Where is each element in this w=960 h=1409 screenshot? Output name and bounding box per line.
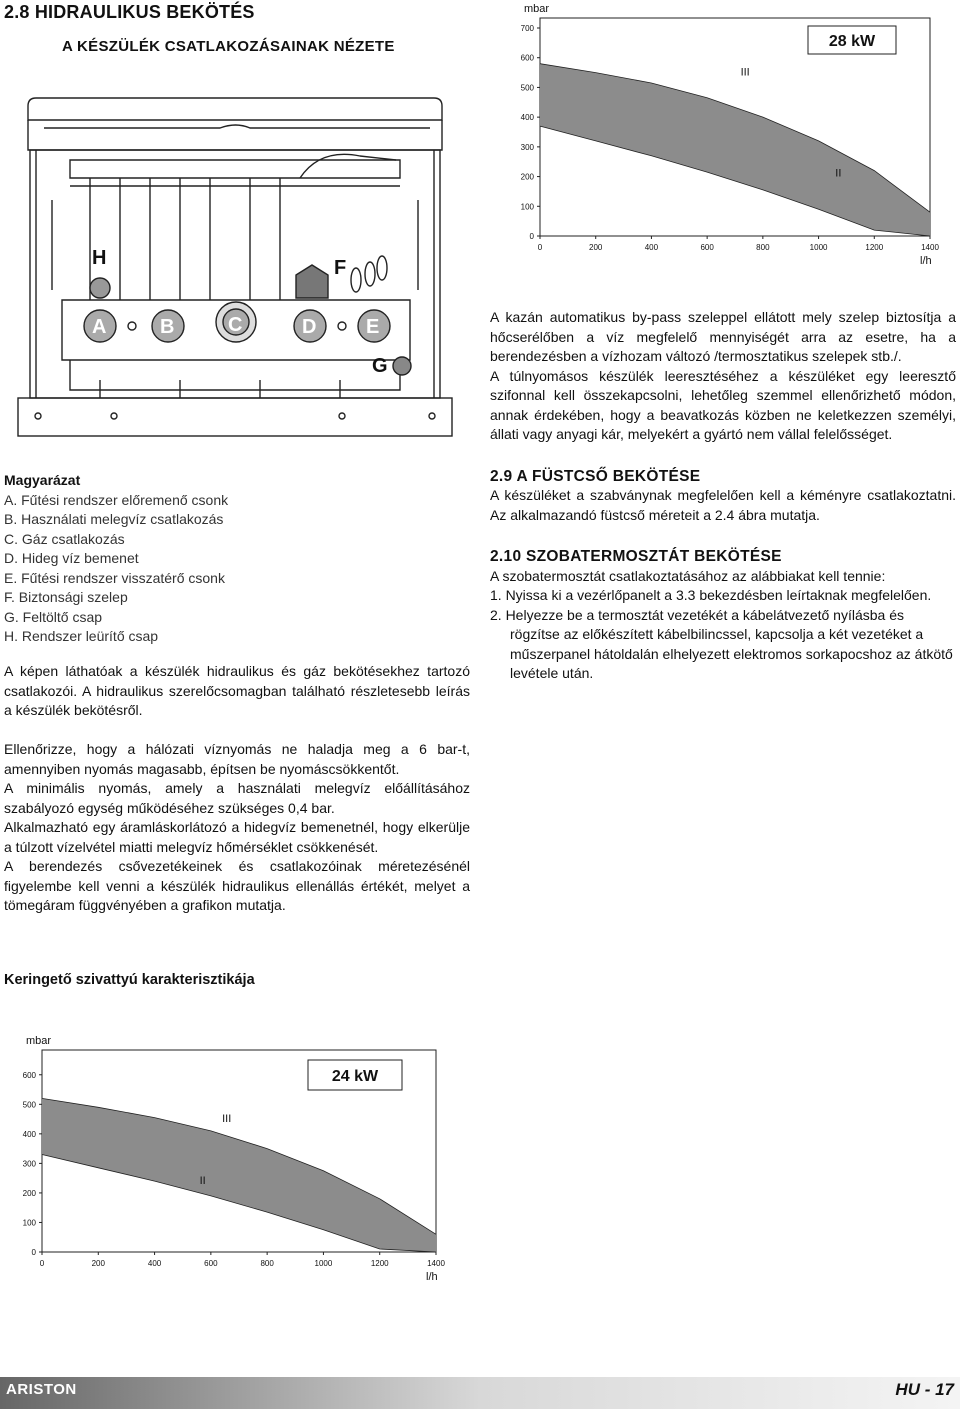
paragraph: A berendezés csővezetékeinek és csatlakozóinak méretezésénél figyelembe kell venni a készülék hidraulikus ellenállás értékét, melyet a tömegáram függvényében a grafikon mutatja. [4,858,470,913]
paragraph: Ellenőrizze, hogy a hálózati víznyomás ne haladja meg a 6 bar-t, amennyiben nyomás magasabb, építsen be nyomáscsökkentőt. [4,741,470,777]
legend-item: E. Fűtési rendszer visszatérő csonk [4,569,225,586]
connections-paragraph [4,662,470,721]
y-tick-label: 100 [520,202,534,212]
chart-28kw [490,0,960,277]
chart-24kw [4,1030,464,1297]
legend-item: G. Feltöltő csap [4,608,103,625]
chart-title: 24 kW [331,1068,379,1085]
pressure-paragraphs [4,740,470,916]
paragraph: A készüléket a szabványnak megfelelően kell a kéményre csatlakoztatni. Az alkalmazandó füstcső méreteit a 2.4 ábra mutatja. [490,487,956,523]
x-tick-label: 1000 [809,243,828,252]
paragraph: A minimális nyomás, amely a használati melegvíz előállításához szabályozó egység működéséhez szükséges 0,4 bar. [4,780,470,816]
y-tick-label: 600 [520,53,534,63]
label-d: D [302,316,317,338]
chart-title: 28 kW [828,33,876,50]
legend [4,471,294,647]
footer-bar [0,1377,960,1409]
x-tick-label: 200 [589,243,603,252]
brand-logo: ARISTON [6,1381,77,1398]
paragraph: A képen láthatóak a készülék hidraulikus és gáz bekötésekhez tartozó csatlakozói. A hidraulikus szerelőcsomagban található részletesebb leírás a készülék bekötésről. [4,663,470,718]
y-tick-label: 600 [22,1070,36,1080]
x-tick-label: 0 [39,1259,45,1268]
legend-item: F. Biztonsági szelep [4,589,128,605]
operating-area [540,64,930,236]
legend-item: C. Gáz csatlakozás [4,530,125,547]
paragraph: A kazán automatikus by-pass szeleppel ellátott mely szelep biztosítja a hőcserélőben a víz megfelelő mennyiségét arra az esetre, ha a berendezésben a vízhozam változó /termosztatikus szelepek stb./. [490,309,956,364]
y-tick-label: 300 [22,1159,36,1169]
x-tick-label: 1200 [865,243,884,252]
x-tick-label: 1000 [314,1259,333,1268]
y-tick-label: 500 [22,1100,36,1110]
x-tick-label: 600 [204,1259,218,1268]
x-tick-label: 1200 [370,1259,389,1268]
section-title: 2.8 HIDRAULIKUS BEKÖTÉS [4,2,255,22]
curve-label: II [835,167,842,180]
y-tick-label: 100 [22,1218,36,1228]
heading-thermostat: 2.10 SZOBATERMOSZTÁT BEKÖTÉSE [490,548,782,565]
y-tick-label: 500 [520,83,534,93]
y-tick-label: 400 [22,1129,36,1139]
x-tick-label: 400 [644,243,659,252]
y-tick-label: 0 [529,232,534,241]
y-tick-label: 200 [520,172,534,182]
y-tick-label: 200 [22,1188,36,1198]
page-number: HU - 17 [895,1380,954,1399]
y-tick-label: 700 [520,24,534,33]
x-axis-label: l/h [920,255,932,267]
operating-area [42,1098,436,1252]
y-tick-label: 0 [31,1248,36,1257]
paragraph: Alkalmazható egy áramláskorlátozó a hidegvíz bemenetnél, hogy elkerülje a túlzott vízelvétel miatti melegvíz hőmérséklet csökkenését. [4,819,470,855]
x-tick-label: 800 [260,1259,274,1268]
label-c: C [228,314,243,336]
y-axis-label: mbar [26,1035,52,1047]
x-tick-label: 800 [756,243,770,252]
pump-characteristic-title: Keringető szivattyú karakterisztikája [4,972,255,988]
x-axis-label: l/h [426,1271,438,1283]
label-e: E [366,316,380,338]
x-tick-label: 600 [700,243,714,252]
heading-flue: 2.9 A FÜSTCSŐ BEKÖTÉSE [490,467,701,485]
x-tick-label: 1400 [427,1259,445,1268]
curve-label: III [222,1113,232,1126]
list-item: 2. Helyezze be a termosztát vezetékét a kábelátvezető nyílásba és rögzítse az előkészített kábelbilincssel, kapcsolja a két vezetéket a műszerpanel hátoldalán elhelyezett elektromos sorkapocshoz az átkötő levétele után. [490,606,953,681]
x-tick-label: 1400 [921,243,939,252]
paragraph: A szobatermosztát csatlakoztatásához az alábbiakat kell tennie: [490,567,886,584]
x-tick-label: 400 [147,1259,162,1268]
legend-item: A. Fűtési rendszer előremenő csonk [4,491,229,508]
chart-24kw-svg [4,1030,464,1292]
right-column [490,308,956,684]
x-tick-label: 200 [91,1259,105,1268]
boiler-connection-diagram [0,60,470,460]
legend-item: H. Rendszer leürítő csap [4,628,159,644]
view-title: A KÉSZÜLÉK CSATLAKOZÁSAINAK NÉZETE [62,38,395,55]
legend-item: B. Használati melegvíz csatlakozás [4,511,224,527]
label-h: H [92,247,107,269]
y-axis-label: mbar [524,3,550,15]
legend-item: D. Hideg víz bemenet [4,550,139,566]
legend-heading: Magyarázat [4,472,81,488]
y-tick-label: 400 [520,113,534,123]
curve-label: III [740,66,750,79]
label-b: B [160,316,175,338]
label-a: A [92,316,107,338]
label-g: G [372,355,388,377]
paragraph: A túlnyomásos készülék leeresztéséhez a készüléket egy leeresztő szifonnal kell összekapcsolni, lehetőleg szemmel ellenőrizhető módon, annak érdekében, hogy a beavatkozás közben ne keletkezzen személyi, állati vagy anyagi kár, melyekért a gyártó nem vállal felelősséget. [490,367,956,442]
x-tick-label: 0 [537,243,543,252]
label-f: F [334,257,347,279]
list-item: 1. Nyissa ki a vezérlőpanelt a 3.3 bekezdésben leírtaknak megfelelően. [490,587,932,603]
curve-label: II [199,1175,206,1188]
chart-28kw-svg [490,0,960,272]
y-tick-label: 300 [520,142,534,152]
